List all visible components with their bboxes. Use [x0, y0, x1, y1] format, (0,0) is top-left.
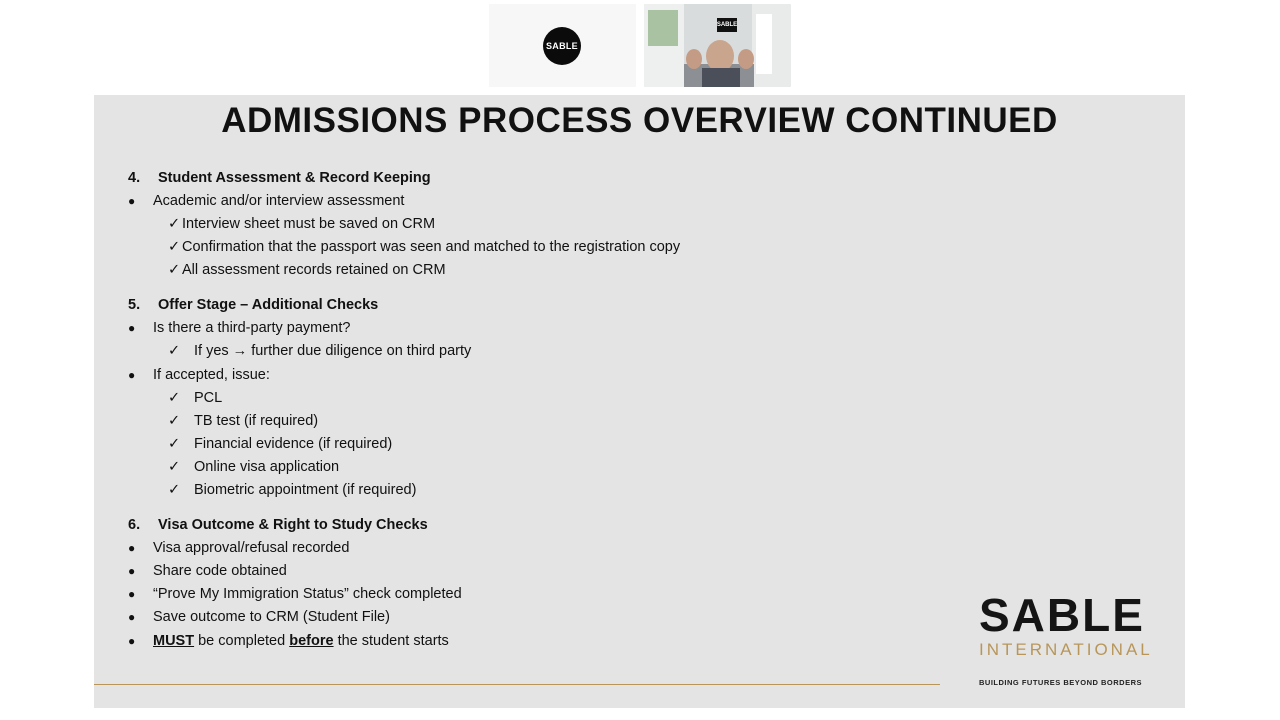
list-item-text: If accepted, issue:: [153, 367, 270, 383]
section-heading-6: [128, 515, 428, 535]
check-item-text: Interview sheet must be saved on CRM: [182, 216, 436, 232]
section-number: 4.: [128, 170, 141, 186]
section-number: 5.: [128, 297, 141, 313]
checkmark-icon: ✓: [168, 390, 181, 406]
presentation-slide: [94, 95, 1185, 708]
section-heading-5: [128, 295, 378, 315]
before-emphasis: before: [289, 633, 334, 649]
check-item-text: If yes → further due diligence on third party: [194, 343, 472, 359]
list-item-text: Share code obtained: [153, 563, 287, 579]
bullet-icon: ●: [128, 610, 136, 624]
list-item-text: “Prove My Immigration Status” check completed: [153, 586, 462, 602]
check-item-text: PCL: [194, 390, 223, 406]
list-item: [128, 538, 349, 558]
check-item-text: Financial evidence (if required): [194, 436, 393, 452]
bullet-icon: ●: [128, 368, 136, 382]
checkmark-icon: ✓: [168, 482, 181, 498]
brand-name: SABLE: [979, 589, 1145, 641]
list-item: [128, 191, 404, 211]
slide-title: ADMISSIONS PROCESS OVERVIEW CONTINUED: [221, 101, 1058, 140]
list-item: [128, 607, 390, 627]
list-item: [128, 318, 350, 338]
list-item-text: Is there a third-party payment?: [153, 320, 351, 336]
checkmark-icon: ✓: [168, 459, 181, 475]
checkmark-icon: ✓: [168, 262, 181, 278]
check-item: [168, 341, 471, 361]
sable-mini-badge: SABLE: [717, 18, 737, 32]
list-item-final: [128, 631, 449, 651]
bullet-icon: ●: [128, 194, 136, 208]
bullet-icon: ●: [128, 587, 136, 601]
brand-subname: INTERNATIONAL: [979, 640, 1153, 659]
bullet-icon: ●: [128, 634, 136, 648]
checkmark-icon: ✓: [168, 343, 181, 359]
check-item: [168, 260, 446, 280]
list-item-text: Visa approval/refusal recorded: [153, 540, 350, 556]
check-item: [168, 434, 392, 454]
check-item: [168, 457, 339, 477]
list-item: [128, 365, 270, 385]
checkmark-icon: ✓: [168, 436, 181, 452]
list-item-text: Save outcome to CRM (Student File): [153, 609, 390, 625]
participant-tile-video[interactable]: [644, 4, 791, 87]
check-item-text: Biometric appointment (if required): [194, 482, 417, 498]
bullet-icon: ●: [128, 541, 136, 555]
video-feed-image: [644, 4, 791, 87]
check-item-text: Confirmation that the passport was seen and matched to the registration copy: [182, 239, 681, 255]
participant-tile-logo[interactable]: [489, 4, 636, 87]
brand-tagline: BUILDING FUTURES BEYOND BORDERS: [979, 678, 1143, 687]
check-item-text: All assessment records retained on CRM: [182, 262, 446, 278]
brand-logo: [979, 589, 1159, 687]
checkmark-icon: ✓: [168, 216, 181, 232]
check-item-text: Online visa application: [194, 459, 340, 475]
checkmark-icon: ✓: [168, 239, 181, 255]
checkmark-icon: ✓: [168, 413, 181, 429]
check-item: [168, 480, 416, 500]
bullet-icon: ●: [128, 564, 136, 578]
check-item: [168, 411, 318, 431]
section-title: Offer Stage – Additional Checks: [158, 297, 379, 313]
section-title: Student Assessment & Record Keeping: [158, 170, 431, 186]
section-heading-4: [128, 168, 431, 188]
final-item-mid: be completed: [194, 633, 290, 649]
list-item: [128, 584, 462, 604]
section-title: Visa Outcome & Right to Study Checks: [158, 517, 428, 533]
final-item-end: the student starts: [333, 633, 449, 649]
sable-logo-badge: SABLE: [543, 27, 581, 65]
check-item: [168, 214, 435, 234]
must-emphasis: MUST: [153, 633, 195, 649]
list-item-text: Academic and/or interview assessment: [153, 193, 405, 209]
section-number: 6.: [128, 517, 141, 533]
list-item: [128, 561, 287, 581]
footer-divider: [94, 684, 940, 685]
check-item-text: TB test (if required): [194, 413, 319, 429]
check-item: [168, 237, 680, 257]
check-item: [168, 388, 222, 408]
bullet-icon: ●: [128, 321, 136, 335]
